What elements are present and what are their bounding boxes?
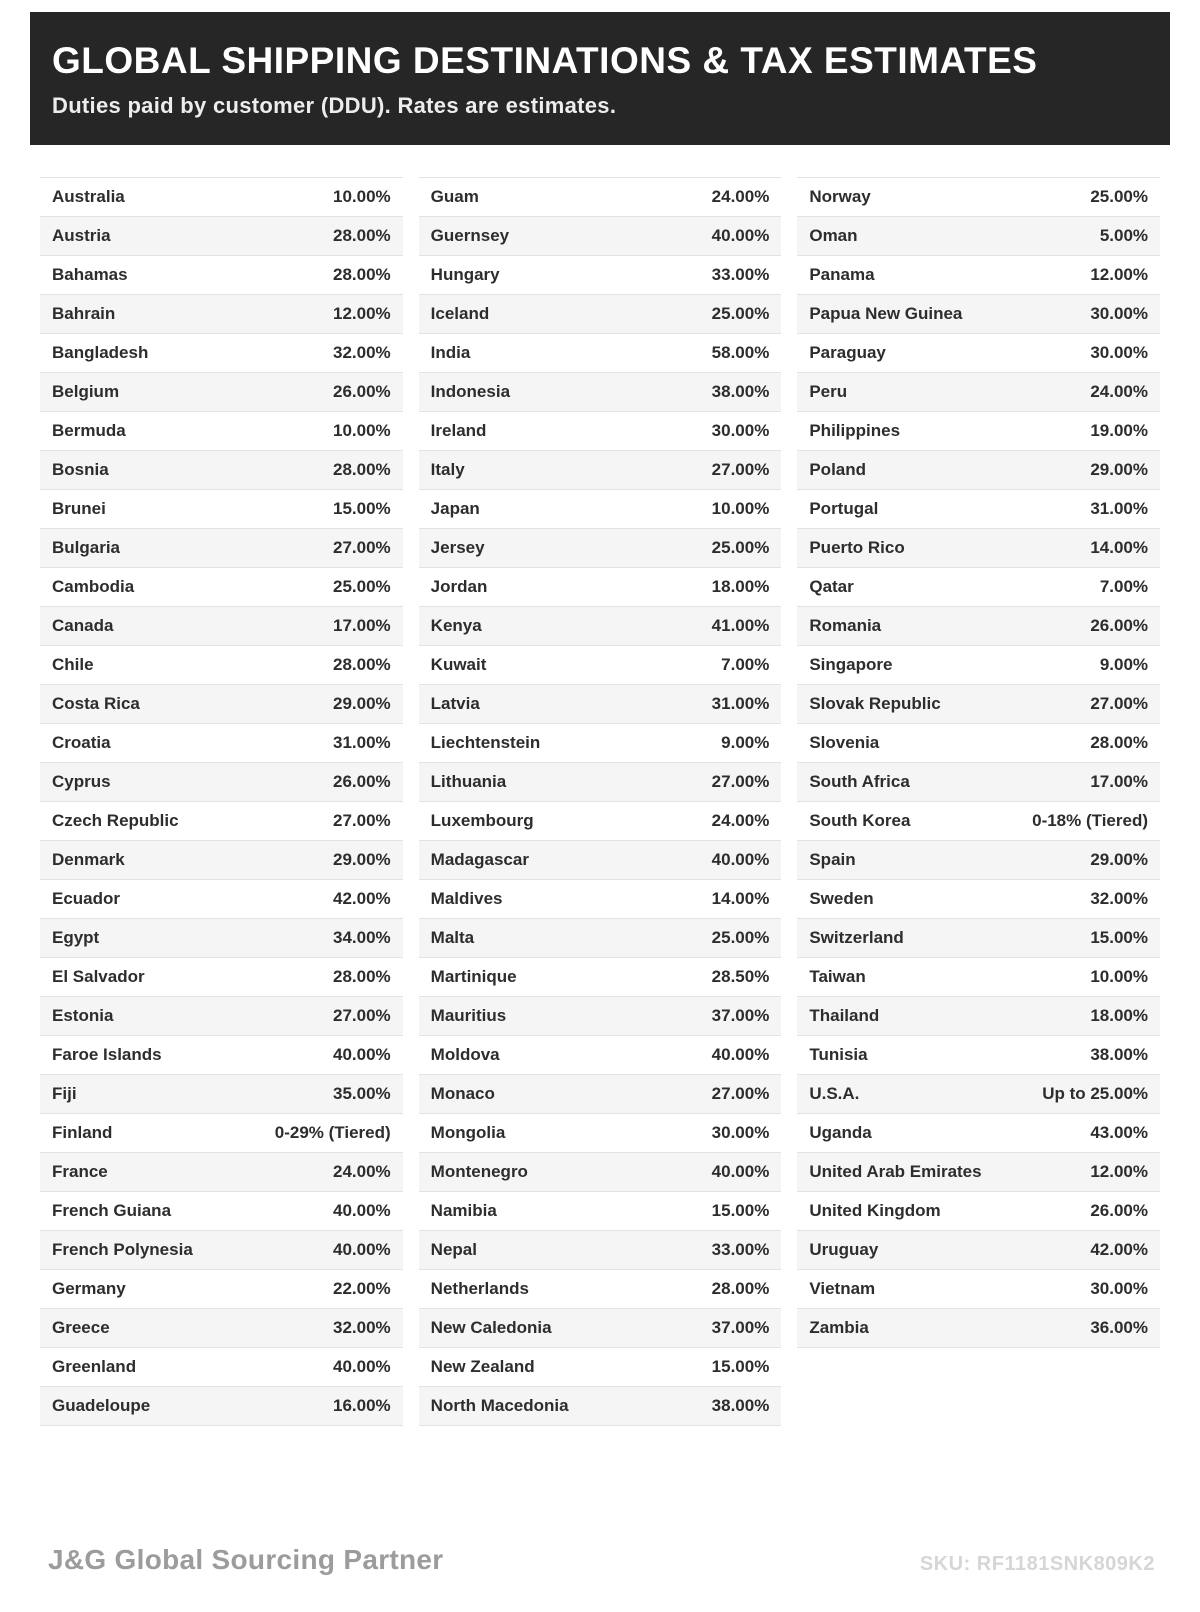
tax-rate: 5.00% [1099, 226, 1149, 245]
table-row [40, 256, 403, 295]
table-row [797, 607, 1160, 646]
tax-rate: 29.00% [333, 850, 391, 869]
table-row [40, 1036, 403, 1075]
table-row [419, 997, 782, 1036]
tax-rate: 10.00% [333, 421, 391, 440]
country-name: Monaco [430, 1084, 495, 1103]
table-row [419, 1075, 782, 1114]
table-row [40, 1309, 403, 1348]
country-name: French Guiana [52, 1201, 172, 1220]
table-row [797, 1036, 1160, 1075]
table-row [419, 295, 782, 334]
table-row [40, 178, 403, 217]
country-name: Slovenia [809, 733, 880, 752]
country-name: Slovak Republic [809, 694, 941, 713]
table-row [40, 724, 403, 763]
country-name: Bermuda [52, 421, 126, 440]
country-name: Bahrain [52, 304, 116, 323]
tax-rate: 28.00% [333, 226, 391, 245]
table-row [40, 646, 403, 685]
table-row [419, 1270, 782, 1309]
country-name: Croatia [52, 733, 111, 752]
table-row [797, 763, 1160, 802]
tax-rate: 28.00% [333, 265, 391, 284]
table-row [419, 256, 782, 295]
tax-rate: 26.00% [1090, 1201, 1149, 1220]
country-name: Romania [809, 616, 882, 635]
tax-rate: 14.00% [1090, 538, 1149, 557]
tax-rate: 38.00% [711, 1396, 770, 1415]
country-name: Bahamas [52, 265, 128, 284]
country-name: Zambia [809, 1318, 869, 1337]
table-row [40, 685, 403, 724]
table-row [797, 217, 1160, 256]
country-name: Kenya [430, 616, 482, 635]
country-name: Greece [52, 1318, 110, 1337]
table-row [797, 256, 1160, 295]
table-row [40, 880, 403, 919]
tax-rate: 25.00% [333, 577, 391, 596]
country-name: Australia [52, 187, 125, 206]
country-name: Uganda [809, 1123, 872, 1142]
table-row [419, 1231, 782, 1270]
tax-rate: 36.00% [1090, 1318, 1149, 1337]
country-name: Puerto Rico [809, 538, 905, 557]
country-name: Taiwan [809, 967, 866, 986]
country-name: Papua New Guinea [809, 304, 963, 323]
tax-rate: 24.00% [711, 187, 770, 206]
country-name: Canada [52, 616, 114, 635]
tax-rate: 25.00% [711, 928, 770, 947]
country-name: Bulgaria [52, 538, 121, 557]
table-row [419, 178, 782, 217]
tax-rate: 28.00% [711, 1279, 770, 1298]
country-name: Austria [52, 226, 111, 245]
tax-rate: 27.00% [711, 1084, 770, 1103]
tax-rate: 32.00% [333, 1318, 391, 1337]
table-row [419, 529, 782, 568]
country-name: Belgium [52, 382, 120, 401]
tax-rate: 18.00% [1090, 1006, 1149, 1025]
country-name: Poland [809, 460, 867, 479]
country-name: Hungary [430, 265, 500, 284]
tax-rate: 22.00% [333, 1279, 391, 1298]
country-name: Indonesia [430, 382, 511, 401]
table-row [40, 412, 403, 451]
tax-rate: 26.00% [333, 772, 391, 791]
table-row [419, 646, 782, 685]
brand-name: J&G Global Sourcing Partner [48, 1544, 444, 1575]
tax-rate: 26.00% [1090, 616, 1149, 635]
country-name: Bangladesh [52, 343, 149, 362]
country-name: United Kingdom [809, 1201, 941, 1220]
table-row [419, 334, 782, 373]
table-row [40, 763, 403, 802]
tax-rate: 29.00% [1090, 850, 1149, 869]
tax-rate: 29.00% [1090, 460, 1149, 479]
table-row [419, 217, 782, 256]
tax-rate: 40.00% [711, 850, 770, 869]
tax-rate: 28.00% [1090, 733, 1149, 752]
country-name: Norway [809, 187, 871, 206]
table-row [419, 802, 782, 841]
table-row [797, 451, 1160, 490]
country-name: El Salvador [52, 967, 145, 986]
country-name: Malta [430, 928, 475, 947]
table-row [40, 919, 403, 958]
tax-rate: 43.00% [1090, 1123, 1149, 1142]
tax-rate: 27.00% [711, 772, 770, 791]
page-subtitle: Duties paid by customer (DDU). Rates are estimates. [52, 93, 617, 118]
tax-rate: 27.00% [711, 460, 770, 479]
tax-rate: 28.00% [333, 460, 391, 479]
tax-rate: 40.00% [333, 1240, 391, 1259]
table-row [419, 1192, 782, 1231]
table-row [40, 958, 403, 997]
table-row [797, 490, 1160, 529]
table-row [40, 1153, 403, 1192]
country-name: South Africa [809, 772, 910, 791]
table-row [797, 724, 1160, 763]
table-row [40, 1387, 403, 1426]
country-name: India [430, 343, 471, 362]
tax-rate: 12.00% [333, 304, 391, 323]
country-name: Peru [809, 382, 848, 401]
country-name: Montenegro [430, 1162, 528, 1181]
table-row [419, 1387, 782, 1426]
tax-rate: 34.00% [333, 928, 391, 947]
country-name: Singapore [809, 655, 893, 674]
tax-rate: 31.00% [333, 733, 391, 752]
table-row [40, 1114, 403, 1153]
table-row [797, 1153, 1160, 1192]
tax-rate: 15.00% [711, 1357, 770, 1376]
table-row [797, 178, 1160, 217]
tax-rate: 35.00% [333, 1084, 391, 1103]
country-name: Chile [52, 655, 94, 674]
tax-rate: 25.00% [711, 304, 770, 323]
table-row [40, 1075, 403, 1114]
table-row [797, 373, 1160, 412]
table-row [40, 1348, 403, 1387]
country-name: Oman [809, 226, 858, 245]
country-name: Philippines [809, 421, 901, 440]
table-row [40, 1231, 403, 1270]
page-title: GLOBAL SHIPPING DESTINATIONS & TAX ESTIMATES [52, 40, 1038, 81]
tax-rate: 28.00% [333, 655, 391, 674]
country-name: Faroe Islands [52, 1045, 162, 1064]
table-row [797, 1231, 1160, 1270]
tax-rate: 32.00% [1090, 889, 1149, 908]
country-name: Mauritius [430, 1006, 507, 1025]
country-name: Moldova [430, 1045, 500, 1064]
country-name: Finland [52, 1123, 113, 1142]
table-row [797, 685, 1160, 724]
table-row [797, 1309, 1160, 1348]
country-name: Thailand [809, 1006, 880, 1025]
country-name: Paraguay [809, 343, 886, 362]
page-header [30, 12, 1170, 145]
country-name: Maldives [430, 889, 503, 908]
table-row [40, 334, 403, 373]
tax-rate: 30.00% [711, 1123, 770, 1142]
country-name: Germany [52, 1279, 126, 1298]
table-row [797, 802, 1160, 841]
tax-rate: 27.00% [333, 538, 391, 557]
table-row [40, 490, 403, 529]
country-name: Portugal [809, 499, 879, 518]
country-name: French Polynesia [52, 1240, 193, 1259]
table-row [797, 919, 1160, 958]
table-row [40, 217, 403, 256]
tax-rate: 10.00% [333, 187, 391, 206]
tax-rate: 30.00% [1090, 1279, 1149, 1298]
country-name: Lithuania [430, 772, 507, 791]
rate-column [40, 177, 403, 1426]
table-row [419, 1309, 782, 1348]
tax-rate: 27.00% [333, 811, 391, 830]
country-name: Jordan [430, 577, 488, 596]
table-row [419, 412, 782, 451]
tax-rate: 42.00% [1090, 1240, 1149, 1259]
tax-rate: 7.00% [721, 655, 770, 674]
table-row [40, 1270, 403, 1309]
table-row [419, 607, 782, 646]
table-row [797, 334, 1160, 373]
tax-rate: 30.00% [1090, 304, 1149, 323]
country-name: Panama [809, 265, 875, 284]
country-name: France [52, 1162, 108, 1181]
table-row [419, 1036, 782, 1075]
tax-rate: 28.00% [333, 967, 391, 986]
country-name: North Macedonia [430, 1396, 569, 1415]
tax-rate: 27.00% [333, 1006, 391, 1025]
table-row [40, 607, 403, 646]
tax-rate: 31.00% [1090, 499, 1149, 518]
table-row [40, 802, 403, 841]
tax-rate: 40.00% [711, 1162, 770, 1181]
table-row [797, 880, 1160, 919]
tax-rate: 19.00% [1090, 421, 1149, 440]
table-row [40, 529, 403, 568]
tax-rate: 28.50% [711, 967, 770, 986]
tax-rate: 32.00% [333, 343, 391, 362]
tax-rate: 7.00% [1099, 577, 1149, 596]
table-row [40, 997, 403, 1036]
tax-rate: 40.00% [711, 226, 770, 245]
country-name: Ireland [430, 421, 487, 440]
tax-rate: 33.00% [711, 1240, 770, 1259]
country-name: Madagascar [430, 850, 529, 869]
tax-rate: 24.00% [711, 811, 770, 830]
country-name: Martinique [430, 967, 517, 986]
country-name: Guam [430, 187, 479, 206]
country-name: South Korea [809, 811, 911, 830]
table-row [797, 1192, 1160, 1231]
table-row [419, 841, 782, 880]
tax-rate: 14.00% [711, 889, 770, 908]
country-name: Guernsey [430, 226, 510, 245]
country-name: New Caledonia [430, 1318, 552, 1337]
rate-column [419, 177, 782, 1426]
tax-rate: 30.00% [1090, 343, 1149, 362]
table-row [797, 1114, 1160, 1153]
tax-rate: 29.00% [333, 694, 391, 713]
tax-rate: 15.00% [333, 499, 391, 518]
tax-rate: 9.00% [1099, 655, 1149, 674]
tax-rate: 37.00% [711, 1006, 770, 1025]
table-row [40, 568, 403, 607]
tax-rate: 12.00% [1090, 1162, 1149, 1181]
tax-rate: 10.00% [711, 499, 770, 518]
table-row [797, 997, 1160, 1036]
country-name: Egypt [52, 928, 100, 947]
country-name: Tunisia [809, 1045, 868, 1064]
country-name: Sweden [809, 889, 874, 908]
country-name: Namibia [430, 1201, 497, 1220]
table-row [419, 685, 782, 724]
table-row [419, 919, 782, 958]
table-row [419, 763, 782, 802]
country-name: Netherlands [430, 1279, 529, 1298]
tax-rate: 17.00% [333, 616, 391, 635]
country-name: Costa Rica [52, 694, 140, 713]
table-row [419, 1348, 782, 1387]
tax-rate: 40.00% [333, 1357, 391, 1376]
tax-rate: 0-29% (Tiered) [274, 1123, 391, 1142]
tax-rate: 38.00% [711, 382, 770, 401]
country-name: Luxembourg [430, 811, 534, 830]
table-row [40, 1192, 403, 1231]
tax-rate: 40.00% [333, 1045, 391, 1064]
table-row [797, 295, 1160, 334]
tax-rate: 41.00% [711, 616, 770, 635]
table-row [797, 412, 1160, 451]
table-row [419, 451, 782, 490]
country-name: Mongolia [430, 1123, 506, 1142]
tax-rate: 26.00% [333, 382, 391, 401]
country-name: New Zealand [430, 1357, 535, 1376]
tax-rate: 16.00% [333, 1396, 391, 1415]
tax-rate: 38.00% [1090, 1045, 1149, 1064]
table-row [419, 724, 782, 763]
page-footer [48, 1544, 1155, 1576]
tax-rate: 24.00% [333, 1162, 391, 1181]
country-name: Ecuador [52, 889, 121, 908]
country-name: Jersey [430, 538, 485, 557]
sku-label: SKU: RF1181SNK809K2 [919, 1553, 1155, 1575]
tax-rate: 40.00% [333, 1201, 391, 1220]
country-name: Japan [430, 499, 480, 518]
country-name: Uruguay [809, 1240, 879, 1259]
country-name: Spain [809, 850, 856, 869]
tax-rate: 15.00% [1090, 928, 1149, 947]
tax-rate: 24.00% [1090, 382, 1149, 401]
tax-rate: 27.00% [1090, 694, 1149, 713]
tax-rate: 15.00% [711, 1201, 770, 1220]
country-name: Bosnia [52, 460, 109, 479]
table-row [40, 373, 403, 412]
table-row [797, 1075, 1160, 1114]
country-name: Cyprus [52, 772, 111, 791]
tax-rate: 25.00% [711, 538, 770, 557]
country-name: Kuwait [430, 655, 487, 674]
country-name: Switzerland [809, 928, 904, 947]
tax-rate: 33.00% [711, 265, 770, 284]
country-name: Iceland [430, 304, 490, 323]
tax-rate: 10.00% [1090, 967, 1149, 986]
tax-rate: 31.00% [711, 694, 770, 713]
tax-rate-table [40, 177, 1160, 1426]
country-name: Italy [430, 460, 465, 479]
table-row [419, 1114, 782, 1153]
table-row [797, 1270, 1160, 1309]
table-row [40, 451, 403, 490]
country-name: Estonia [52, 1006, 114, 1025]
rate-column [797, 177, 1160, 1348]
tax-rate: Up to 25.00% [1042, 1084, 1149, 1103]
country-name: Czech Republic [52, 811, 179, 830]
tax-rate: 12.00% [1090, 265, 1149, 284]
tax-rate: 40.00% [711, 1045, 770, 1064]
country-name: Latvia [430, 694, 480, 713]
tax-rate: 9.00% [721, 733, 770, 752]
table-row [419, 568, 782, 607]
table-row [419, 958, 782, 997]
country-name: Qatar [809, 577, 854, 596]
table-row [797, 841, 1160, 880]
tax-rate: 0-18% (Tiered) [1032, 811, 1149, 830]
table-row [797, 646, 1160, 685]
tax-rate: 18.00% [711, 577, 770, 596]
tax-rate: 25.00% [1090, 187, 1149, 206]
table-row [419, 1153, 782, 1192]
country-name: United Arab Emirates [809, 1162, 982, 1181]
table-row [419, 373, 782, 412]
country-name: Nepal [430, 1240, 477, 1259]
table-row [40, 295, 403, 334]
tax-rate: 42.00% [333, 889, 391, 908]
tax-rate: 37.00% [711, 1318, 770, 1337]
country-name: Greenland [52, 1357, 137, 1376]
country-name: Cambodia [52, 577, 135, 596]
table-row [40, 841, 403, 880]
tax-rate: 17.00% [1090, 772, 1149, 791]
table-row [419, 490, 782, 529]
country-name: Denmark [52, 850, 125, 869]
country-name: Vietnam [809, 1279, 876, 1298]
country-name: Fiji [52, 1084, 77, 1103]
tax-rate: 58.00% [711, 343, 770, 362]
country-name: Guadeloupe [52, 1396, 151, 1415]
country-name: Liechtenstein [430, 733, 541, 752]
table-row [797, 958, 1160, 997]
country-name: Brunei [52, 499, 106, 518]
tax-rate: 30.00% [711, 421, 770, 440]
country-name: U.S.A. [809, 1084, 860, 1103]
table-row [797, 568, 1160, 607]
table-row [419, 880, 782, 919]
table-row [797, 529, 1160, 568]
